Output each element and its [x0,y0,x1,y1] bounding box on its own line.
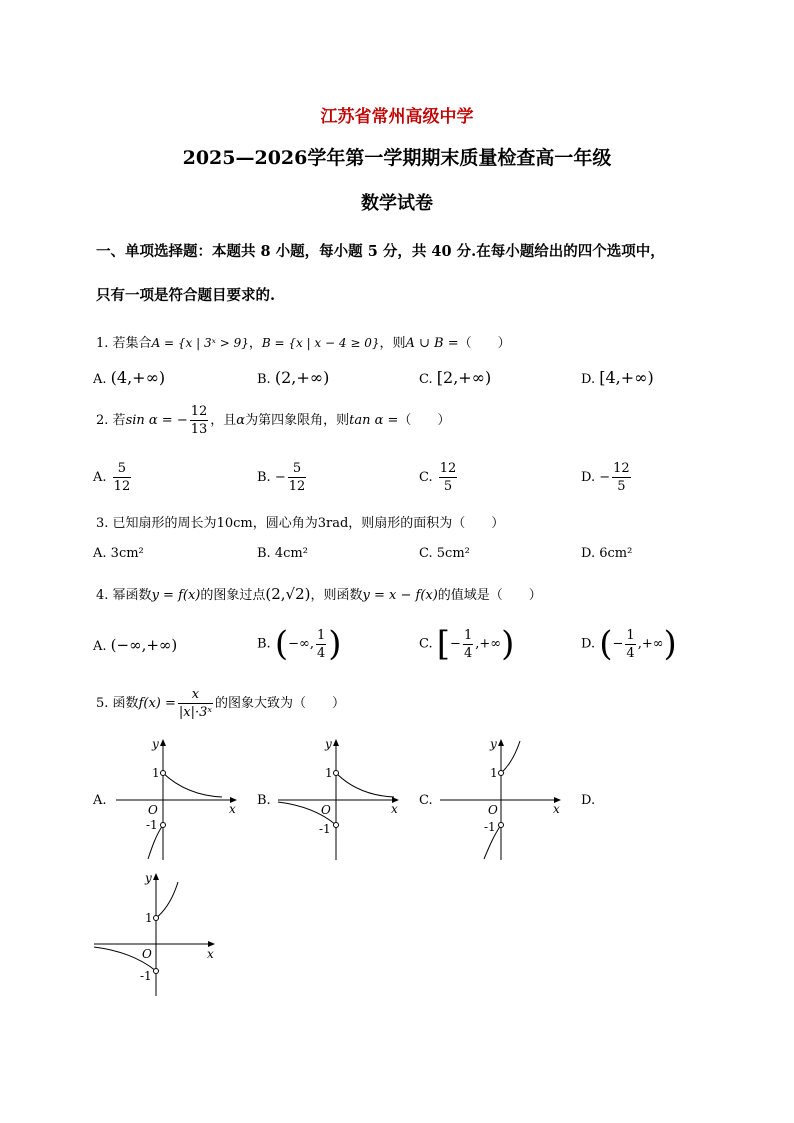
option-text: 5cm² [436,546,470,561]
point-coordinate: (2,√2) [265,585,311,603]
question-number: 3. [96,516,109,531]
fraction-numerator: 12 [190,404,208,419]
question-number: 5. [96,696,109,711]
fraction-denominator: 5 [443,479,453,494]
open-point [499,771,504,776]
alpha-symbol: α [236,413,246,428]
x-label: x [553,802,560,816]
fraction-denominator: 13 [190,422,208,437]
question-text: ，则扇形的面积为（ ） [348,516,505,531]
q2-option-b[interactable] [257,460,308,495]
option-text: −∞, [288,636,314,652]
school-name: 江苏省常州高级中学 [320,107,474,127]
option-letter: A. [93,546,107,561]
option-letter: B. [257,546,271,561]
option-text: (2,+∞) [274,368,330,387]
option-text: 6cm² [599,546,633,561]
option-letter: D. [581,470,596,485]
perimeter-value: 10cm [216,516,253,531]
q5-option-d-label[interactable]: D. [581,793,596,808]
section-heading-line1: 一、单项选择题：本题共 8 小题，每小题 5 分，共 40 分.在每小题给出的四个选项中， [96,243,665,260]
sin-expression: sin α = − [125,413,188,428]
question-text: 若 [112,413,126,428]
question-3 [96,512,504,531]
q1-option-d[interactable] [581,368,654,387]
origin-label: O [148,803,158,817]
option-text: 4cm² [274,546,308,561]
option-letter: B. [257,636,271,652]
option-text: ,+∞ [475,636,502,652]
graph-option-d[interactable] [90,868,230,998]
function-expression: f(x) = [138,696,176,711]
subject-title: 数学试卷 [361,193,433,214]
option-text: − [450,636,461,652]
q4-option-c[interactable]: C. [− $\frac{1}{4}$ ,+∞) [419,624,515,664]
fraction-denominator: 4 [626,645,635,661]
union-expression: A ∪ B = [405,336,459,351]
question-text: ，则 [379,336,406,351]
question-number: 2. [96,413,109,428]
set-b: B = {x | x − 4 ≥ 0} [261,336,380,350]
origin-label: O [321,803,331,817]
tick-label: 1 [325,766,333,780]
open-point [499,823,504,828]
option-text: [2,+∞) [436,368,492,387]
answer-blank: （ ） [398,413,451,428]
x-label: x [229,802,236,816]
origin-label: O [142,947,152,961]
exam-title: 2025—2026学年第一学期期末质量检查高一年级 [182,147,612,169]
q1-option-a[interactable] [93,368,165,387]
fraction-numerator: 5 [288,460,307,478]
tick-label: 1 [145,911,153,925]
option-letter: A. [93,372,107,387]
q3-option-c[interactable] [419,546,470,561]
option-letter: D. [581,636,596,652]
origin-label: O [488,803,498,817]
option-text: [4,+∞) [599,368,654,387]
open-point [154,969,159,974]
q5-option-c-label[interactable]: C. [419,793,433,808]
fraction-denominator: |x|·3ˣ [178,705,212,720]
question-5 [96,686,345,721]
option-letter: C. [419,470,433,485]
fraction-numerator: 1 [463,627,473,643]
question-text: ，则函数 [310,588,363,603]
fraction-numerator: 12 [613,461,630,476]
y-label: y [325,737,332,751]
fraction-numerator: 5 [113,460,132,478]
fraction-denominator: 4 [316,645,326,661]
open-point [334,823,339,828]
option-text: (4,+∞) [110,368,166,387]
option-letter: D. [581,546,596,561]
tick-label: -1 [140,969,152,983]
tick-label: 1 [490,766,498,780]
question-text: 的图象大致为（ ） [214,696,345,711]
x-label: x [207,947,214,961]
question-text: 的值域是（ ） [437,588,542,603]
curve-right [336,773,394,797]
option-letter: A. [93,470,107,485]
tick-label: -1 [319,822,331,836]
tick-label: -1 [146,818,158,832]
question-4 [96,584,542,603]
y-label: y [145,871,152,885]
function-expression: y = f(x) [151,588,201,603]
fraction-numerator: 12 [439,461,457,476]
y-label: y [152,737,159,751]
q2-option-d[interactable] [581,460,633,495]
fraction-denominator: 12 [288,479,306,494]
option-letter: C. [419,372,433,387]
q1-option-b[interactable] [257,368,329,387]
q3-option-b[interactable] [257,546,308,561]
answer-blank: （ ） [458,336,511,351]
set-a: A = {x | 3ˣ > 9} [151,336,249,350]
option-letter: C. [419,636,433,652]
q4-option-b[interactable]: B. (−∞, $\frac{1}{4}$ ) [257,624,342,664]
function-expression: y = x − f(x) [362,588,438,603]
open-point [161,771,166,776]
x-label: x [391,802,398,816]
fraction-numerator: x [178,686,213,704]
option-sign: − [274,470,286,485]
fraction-numerator: 1 [626,627,635,643]
question-2 [96,403,450,438]
q5-option-b-label[interactable]: B. [257,793,271,808]
q2-option-c[interactable] [419,460,459,495]
question-number: 4. [96,588,109,603]
option-text: − [612,636,624,652]
question-text: 幂函数 [112,588,152,603]
curve-right [163,773,222,797]
option-letter: B. [257,470,271,485]
curve-right [156,882,178,918]
q4-option-d[interactable]: D. (− $\frac{1}{4}$ ,+∞) [581,624,677,664]
question-text: 若集合 [112,336,152,351]
q3-option-d[interactable] [581,546,632,561]
option-sign: − [599,470,611,485]
y-label: y [490,737,497,751]
open-point [161,823,166,828]
option-text: ,+∞ [637,636,664,652]
question-number: 1. [96,336,109,351]
q5-option-a-label[interactable]: A. [93,793,107,808]
question-text: 为第四象限角，则 [245,413,350,428]
open-point [154,916,159,921]
option-text: 3cm² [110,546,144,561]
curve-right [501,741,520,773]
q1-option-c[interactable] [419,368,491,387]
fraction-denominator: 5 [617,479,626,494]
question-1 [96,332,511,351]
angle-value: 3rad [317,516,349,531]
comma: ， [248,336,262,351]
tick-label: -1 [484,820,496,834]
question-text: 函数 [112,696,139,711]
tan-expression: tan α = [349,413,399,428]
q3-option-a[interactable] [93,546,144,561]
section-heading-line2: 只有一项是符合题目要求的. [96,287,276,304]
graph-option-a[interactable] [110,735,250,865]
option-text: (−∞,+∞) [110,636,178,654]
fraction-denominator: 12 [113,479,131,494]
open-point [334,771,339,776]
tick-label: 1 [152,766,160,780]
q2-option-a[interactable] [93,460,133,495]
question-text: 已知扇形的周长为 [112,516,217,531]
q4-option-a[interactable] [93,636,177,654]
question-text: ，圆心角为 [252,516,318,531]
graph-option-c[interactable] [434,735,574,865]
graph-option-b[interactable] [272,735,412,865]
question-text: ，且 [210,413,237,428]
option-letter: A. [93,639,107,654]
option-letter: D. [581,372,596,387]
question-text: 的图象过点 [200,588,266,603]
option-letter: C. [419,546,433,561]
option-letter: B. [257,372,271,387]
fraction-denominator: 4 [463,645,473,661]
fraction-numerator: 1 [316,627,326,643]
